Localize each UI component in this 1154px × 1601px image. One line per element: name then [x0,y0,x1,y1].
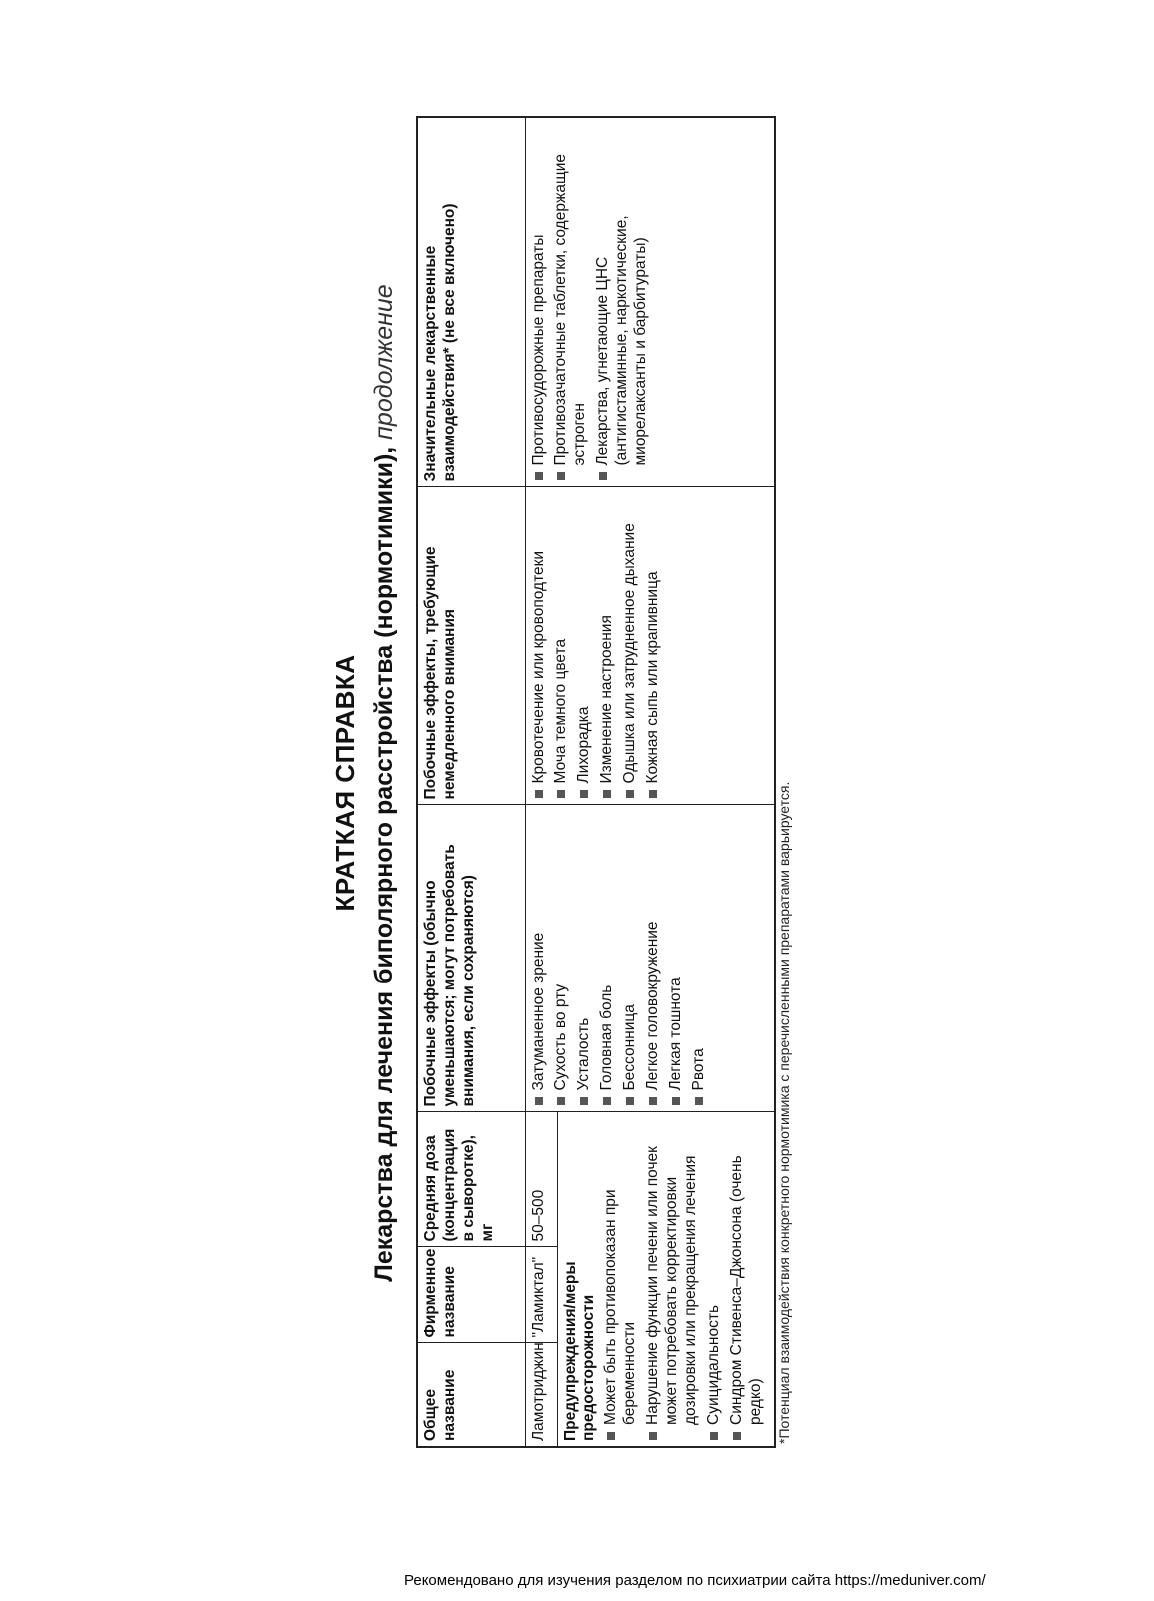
list-item: Головная боль [598,811,617,1107]
precautions-title: Предупреждения/меры предосторожности [561,1261,598,1441]
list-item: Кожная сыпь или крапивница [644,493,663,800]
header-side-effects: Побочные эффекты (обычно уменьшаются; могут потребовать внимания, если сохраняются) [417,805,525,1112]
table-header-row [417,117,525,1447]
list-item: Сухость во рту [552,811,571,1107]
list-item: Нарушение функции печени или почек может потребовать корректировки дозировки или прекращения лечения [644,1118,701,1442]
reference-table [416,116,776,1448]
cell-side-effects [525,805,775,1112]
list-item: Моча темного цвета [552,493,571,800]
list-item: Лихорадка [575,493,594,800]
header-urgent-effects: Побочные эффекты, требующие немедленного внимания [417,487,525,805]
list-item: Суицидальность [705,1118,724,1442]
cell-urgent-effects [525,487,775,805]
list-item: Одышка или затрудненное дыхание [621,493,640,800]
cell-precautions [557,1112,775,1447]
list-item: Затуманенное зрение [530,811,549,1107]
list-item: Противозачаточные таблетки, содержащие эстроген [552,123,590,482]
list-item: Противосудорожные препараты [530,123,549,482]
list-item: Лекарства, угнетающие ЦНС (антигистаминные, наркотические, миорелаксанты и барбитураты) [594,123,651,482]
cell-brand-name: "Ламиктал" [525,1247,557,1343]
table-row [525,117,557,1447]
subtitle-continuation: продолжение [370,284,398,447]
footnote: *Потенциал взаимодействия конкретного нормотимика с перечисленными препаратами варьируется. [776,781,792,1444]
header-generic-name: Общее название [417,1343,525,1447]
list-item: Легкое головокружение [644,811,663,1107]
header-brand-name: Фирменное название [417,1247,525,1343]
site-recommendation: Рекомендовано для изучения разделом по психиатрии сайта https://meduniver.com/ [404,1572,986,1589]
list-item: Может быть противопоказан при беременности [602,1118,640,1442]
precautions-list [602,1118,765,1442]
page-title: КРАТКАЯ СПРАВКА [330,654,360,912]
list-item: Изменение настроения [598,493,617,800]
header-interactions: Значительные лекарственные взаимодействия* (не все включено) [417,117,525,487]
header-dose: Средняя доза (концентрация в сыворотке), мг [417,1112,525,1247]
list-item: Легкая тошнота [667,811,686,1107]
cell-dose: 50–500 [525,1112,557,1247]
list-item: Бессонница [621,811,640,1107]
urgent-effects-list [530,493,663,800]
subtitle-main: Лекарства для лечения биполярного расстройства (нормотимики), [370,446,398,1282]
list-item: Рвота [690,811,709,1107]
list-item: Усталость [575,811,594,1107]
cell-generic-name: Ламотриджин [525,1343,557,1447]
list-item: Синдром Стивенса–Джонсона (очень редко) [728,1118,766,1442]
page-subtitle [370,118,399,1448]
side-effects-list [530,811,709,1107]
list-item: Кровотечение или кровоподтеки [530,493,549,800]
interactions-list [530,123,651,482]
rotated-page-content [330,118,790,1448]
cell-interactions [525,117,775,487]
